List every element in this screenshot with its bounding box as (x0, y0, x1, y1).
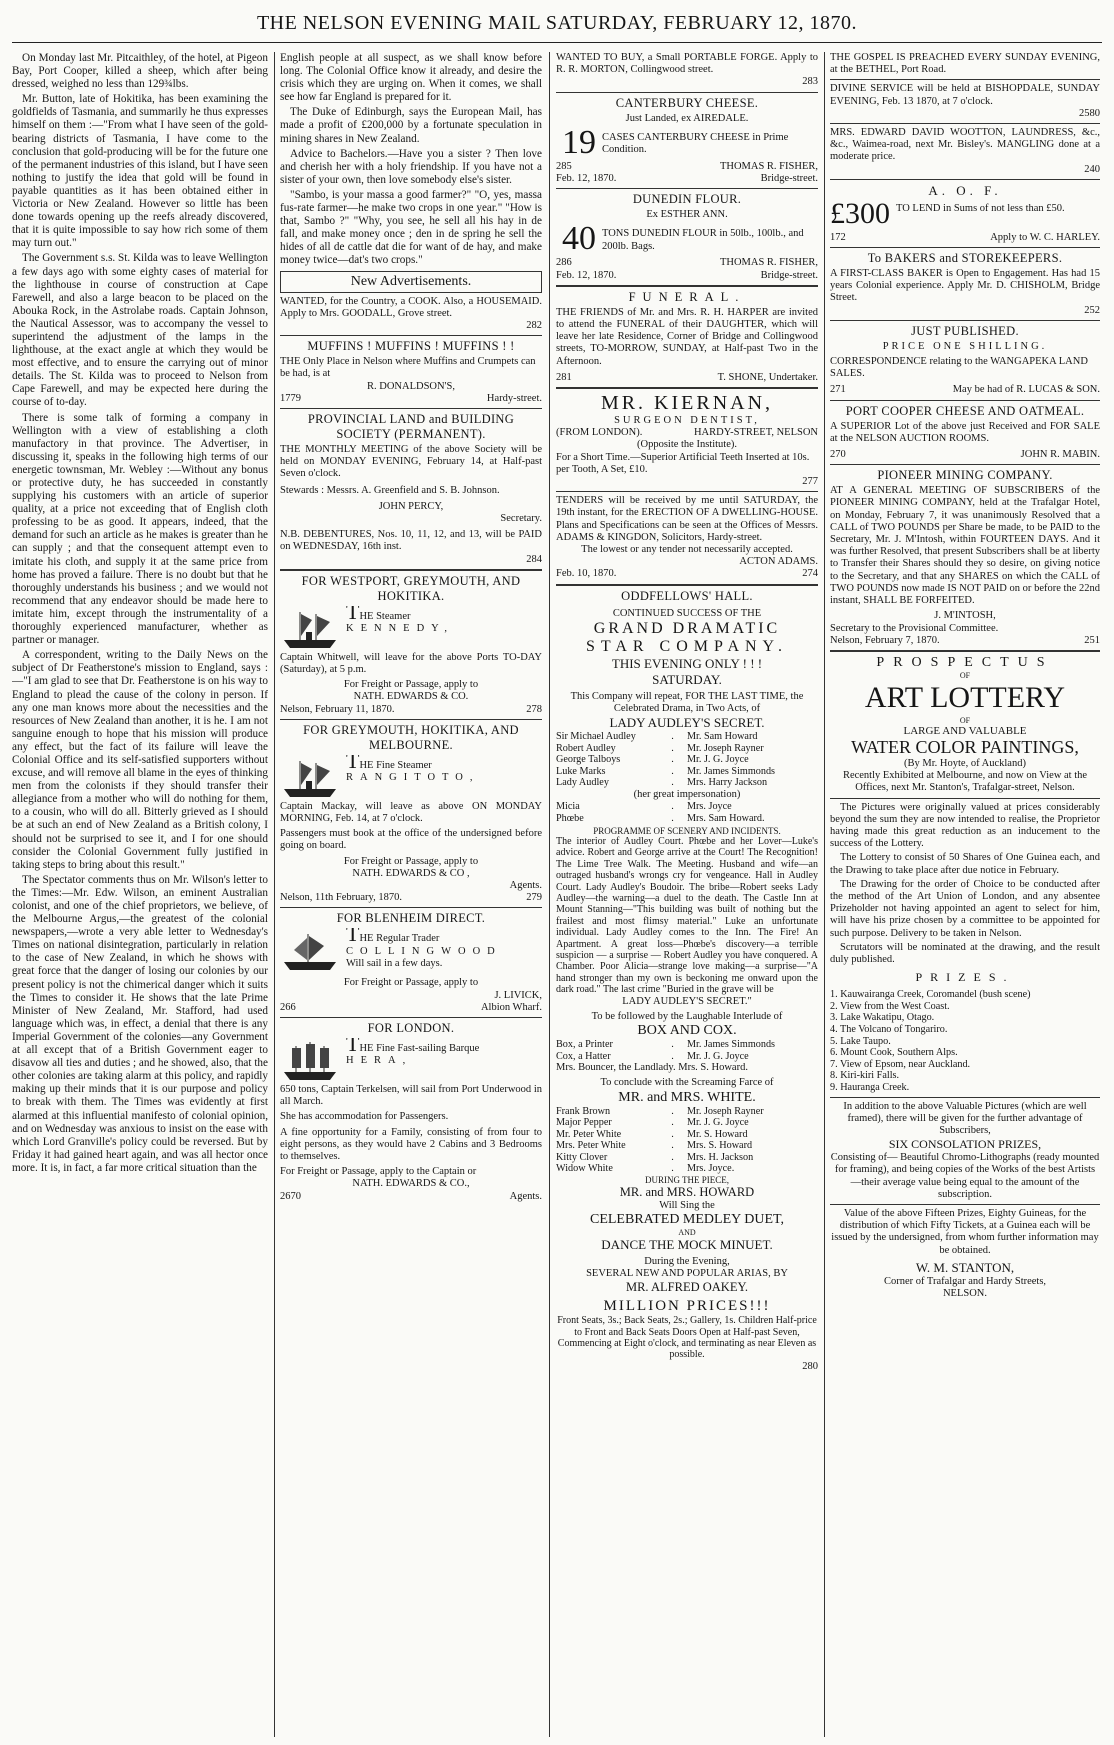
vessel-name: HERA, (346, 1055, 413, 1067)
cast-row (556, 1039, 818, 1051)
ad-text: Captain Mackay, will leave as above ON MONDAY MORNING, Feb. 14, at 7 o'clock. (280, 800, 542, 824)
ad-text: HE Fine Steamer (359, 759, 432, 771)
cast-row (556, 1152, 818, 1164)
ad-text: Consisting of— Beautiful Chromo-Lithographs (ready mounted for framing), and being copies of the Works of the best Artists—their average value being equal to the amount of the subscription. (830, 1152, 1100, 1200)
ship-icon (280, 608, 340, 652)
ad-text: Passengers must book at the office of the undersigned before going on board. (280, 828, 542, 852)
role-name: Phœbe (556, 812, 584, 824)
ad-number: 2670 (280, 1190, 301, 1202)
column-1 (12, 52, 268, 1737)
cast-list (556, 731, 818, 789)
ad-name: JOHN PERCY, (378, 500, 444, 512)
ad-role: Agents. (509, 1190, 542, 1202)
cast-row (556, 754, 818, 766)
ad-title: FOR BLENHEIM DIRECT. (336, 911, 486, 926)
ad-text: WANTED TO BUY, a Small PORTABLE FORGE. Apply to R. R. MORTON, Collingwood street. (556, 52, 818, 76)
cast-row (556, 801, 818, 813)
column-rule (274, 52, 275, 1737)
actor-name: Mr. Sam Howard (686, 731, 758, 743)
role-name: Frank Brown (556, 1105, 611, 1117)
ad-text: Scrutators will be nominated at the drawing, and the result duly published. (830, 941, 1100, 965)
cast-list (556, 801, 818, 824)
ad-text: For Freight or Passage, apply to the Captain or (280, 1166, 477, 1178)
cast-leader: . (671, 1151, 674, 1163)
publication-ad (830, 324, 1100, 397)
ad-number: 251 (1084, 634, 1100, 646)
cheese-ad (556, 96, 818, 186)
ad-heading: THIS EVENING ONLY ! ! ! (611, 655, 763, 671)
ad-number: 274 (802, 568, 818, 580)
drop-cap: T (346, 754, 360, 773)
ad-text: For Freight or Passage, apply to (343, 679, 479, 691)
ad-date: Nelson, 11th February, 1870. (280, 892, 402, 904)
ship-icon (280, 930, 340, 974)
ad-text: Ex ESTHER ANN. (646, 209, 728, 221)
ad-text: The Drawing for the order of Choice to be conducted after the method of the Art Union of London, and any absentee Prizeholder not having appointed an agent to select for him, will have his prize chosen by a committee to be appointed for such purpose. Delivery to be taken in Nelson. (830, 878, 1100, 939)
ad-text: 650 tons, Captain Terkelsen, will sail from Port Underwood in all March. (280, 1084, 542, 1108)
ad-title: FUNERAL. (628, 289, 746, 304)
cast-leader: . (671, 801, 674, 812)
news-item: A correspondent, writing to the Daily News on the subject of Dr Featherstone's mission to England, says :—"I am glad to see that Dr. Featherstone is on his way to England to plead the cause of the colony in person. If any one man knows more about the necessities and the resources of New Zealand than another, it is he. I am not sanguine enough to hope that his mission will produce any effect, but the fact of its failure will leave the Colonial Office and its self-satisfied supporters without excuse, and will remove all blame in the eyes of thinking men from the colonists if they should transfer their allegiance from a mother who will do nothing for them, to a cousin, who will do all. Bitterly grieved as I should be at such an end of New Zealand as a British colony, I should not be surprised to see it, and I for one should consider the Colonial Government fully justified in taking steps to bring about this result." (12, 649, 268, 871)
ad-text: DIVINE SERVICE will be held at BISHOPDALE, SUNDAY EVENING, Feb. 13 1870, at 7 o'clock. (830, 83, 1100, 107)
ad-text: The Lottery to consist of 50 Shares of One Guinea each, and the Drawing to take place after due notice in February. (830, 852, 1100, 876)
column-2 (280, 52, 542, 1737)
ad-heading: DANCE THE MOCK MINUET. (601, 1236, 773, 1252)
ad-date: Nelson, February 11, 1870. (280, 703, 395, 715)
ad-text: THE FRIENDS of Mr. and Mrs. R. H. HARPER are invited to attend the FUNERAL of their DAUGHTER, which will leave her late Residence, Corner of Bridge and Collingwood streets, TO-MORROW, SUNDAY, at Half-past Two in the Afternoon. (556, 306, 818, 367)
cast-list (556, 1106, 818, 1175)
actor-name: Mr. James Simmonds (686, 1039, 776, 1051)
ad-address: Bridge-street. (760, 269, 818, 281)
ad-text: Will sail in a few days. (346, 957, 443, 969)
flour-ad (556, 192, 818, 282)
actor-name: Mrs. Joyce. (686, 1163, 735, 1174)
westport-shipping-ad (280, 574, 542, 716)
gospel-notice (830, 52, 1100, 76)
prize-item: 7. View of Epsom, near Auckland. (830, 1058, 971, 1070)
ad-number: 280 (802, 1360, 818, 1372)
ad-text: CASES CANTERBURY CHEESE in Prime Condition. (602, 131, 789, 156)
vessel-name: COLLINGWOOD (346, 945, 502, 957)
ad-number: 2580 (1079, 107, 1100, 119)
actor-name: Mrs. H. Jackson (686, 1151, 754, 1163)
big-number: £300 (830, 198, 890, 229)
role-name: Major Pepper (556, 1117, 612, 1128)
london-shipping-ad (280, 1021, 542, 1203)
ad-title: PIONEER MINING COMPANY. (877, 468, 1053, 483)
ad-text: The lowest or any tender not necessarily accepted. (581, 544, 793, 556)
ad-text: In addition to the above Valuable Pictures (which are well framed), there will be given for the further advantage of Subscribers, (843, 1100, 1087, 1136)
drop-cap: T (346, 605, 360, 624)
ad-title: PROVINCIAL LAND and BUILDING SOCIETY (PERMANENT). (307, 411, 515, 441)
ad-text: TO LEND in Sums of not less than £50. (896, 202, 1065, 214)
ad-title: FOR WESTPORT, GREYMOUTH, AND HOKITIKA. (301, 573, 521, 603)
ad-text: Mrs. Bouncer, the Landlady. Mrs. S. Howard. (556, 1062, 748, 1074)
ad-heading: GRAND DRAMATIC (593, 619, 781, 637)
ad-text: A fine opportunity for a Family, consisting of from four to eight persons, as they would have 2 Cabins and 3 Bedrooms to themselves. (280, 1126, 542, 1163)
ad-text: OF (959, 670, 971, 680)
cast-row (556, 766, 818, 778)
ad-heading: CELEBRATED MEDLEY DUET, (589, 1211, 785, 1227)
ad-text: AT A GENERAL MEETING OF SUBSCRIBERS of the PIONEER MINING COMPANY, held at the Trafalgar Hotel, on Monday, February 7, it was unanimously Resolved that a CALL of TWO POUNDS per Share be made, to be PAID to the Secretary, Mr. J. M'Intosh, within FOURTEEN DAYS. And it was further Resolved, that present Subscribers shall be at liberty to Transfer their Shares should they so desire, on giving notice to the Secretary, and that any SHARES on which the CALL of TWO POUNDS now made IS NOT PAID on or before the 22nd instant, SHALL BE FORFEITED. (830, 485, 1100, 607)
ship-icon (280, 757, 340, 801)
cast-leader: . (671, 731, 674, 743)
ad-name: W. M. STANTON, (915, 1259, 1015, 1275)
blenheim-shipping-ad (280, 911, 542, 1014)
ship-icon (280, 1040, 340, 1084)
column-4 (830, 52, 1100, 1737)
ad-title: JUST PUBLISHED. (911, 323, 1019, 338)
ad-number: 240 (1084, 163, 1100, 175)
ad-title: PORT COOPER CHEESE AND OATMEAL. (845, 403, 1085, 418)
column-3 (556, 52, 818, 1737)
ad-text: A FIRST-CLASS BAKER is Open to Engagement. Has had 15 years Colonial experience. Apply Mr. D. CHISHOLM, Bridge Street. (830, 268, 1100, 304)
actor-name: Mrs. Joyce (686, 801, 732, 812)
ad-text: A SUPERIOR Lot of the above just Received and FOR SALE at the NELSON AUCTION ROOMS. (830, 420, 1100, 444)
ad-title: CANTERBURY CHEESE. (615, 95, 759, 110)
play-title: BOX AND COX. (637, 1023, 737, 1039)
ad-text: TENDERS will be received by me until SATURDAY, the 19th instant, for the ERECTION OF A DWELLING-HOUSE. Plans and Specifications can be seen at the Offices of Messrs. ADAMS & KINGDON, Solicitors, Hardy-street. (556, 495, 818, 543)
forge-ad (556, 52, 818, 89)
ad-subtitle: SURGEON DENTIST, (614, 415, 760, 427)
actor-name: Mr. Joseph Rayner (686, 1105, 764, 1117)
ad-heading: PRIZES. (915, 970, 1015, 985)
column-rule (824, 52, 825, 1737)
ad-text: TONS DUNEDIN FLOUR in 50lb., 100lb., and 200lb. Bags. (602, 228, 804, 252)
play-title: LADY AUDLEY'S SECRET. (609, 715, 765, 731)
ad-text: The interior of Audley Court. Phœbe and her Lover—Luke's advice. Robert and George arrive at the Court! The Recognition! The Lime Tree Walk. The Meeting. Husband and wife—an outraged husband's wrongs cry for vengeance. Hall in Audley Court. Lady Audley's Boudoir. The bribe—Robert seeks Lady Audley—the warning—a duel to the death. The Castle Inn at Mount Stanning—"This building was built of nothing but the frailest and most flimsy material." Luke an unfortunate individual. Lady Audley comes to the Inn. The Fire! An Apartment. A great loss—Phœbe's discovery—a terrible suspicion — a surprise — Robert Audley you have conquered. A Chamber. Poor Alicia—strange love making—a surprise—"A hand stronger than my own is beckoning me onward upon the dark road." The last crime "Buried in the grave will be (556, 836, 818, 996)
ad-text: Will Sing the (659, 1199, 715, 1211)
ad-text: For a Short Time.—Superior Artificial Teeth Inserted at 10s. per Tooth, A Set, £10. (556, 451, 810, 475)
cast-row (556, 731, 818, 743)
ad-text: The Pictures were originally valued at prices considerably beyond the sum they are now intended to realise, the Proprietor having made this great reduction as an inducement to the success of the Lottery. (830, 801, 1100, 850)
cast-leader: . (671, 812, 674, 824)
cast-leader: . (671, 1050, 674, 1062)
aof-loan-ad (830, 183, 1100, 244)
ad-number: 252 (1084, 304, 1100, 316)
dentist-ad (556, 392, 818, 488)
ad-text: For Freight or Passage, apply to (343, 977, 479, 989)
new-advertisements-header: New Advertisements. (280, 271, 542, 293)
actor-name: Mr. James Simmonds (686, 765, 776, 777)
ad-date: Nelson, February 7, 1870. (830, 634, 940, 646)
cast-row (556, 1163, 818, 1175)
ad-number: 282 (526, 319, 542, 331)
ad-role: Agents. (509, 879, 542, 891)
cast-row (556, 1106, 818, 1118)
vessel-name: KENNEDY, (346, 622, 455, 634)
actor-name: Mrs. Harry Jackson (686, 777, 768, 789)
ad-name: T. SHONE, Undertaker. (717, 371, 818, 383)
ad-text: SEVERAL NEW AND POPULAR ARIAS, BY (586, 1267, 788, 1279)
ad-heading: PROGRAMME OF SCENERY AND INCIDENTS. (593, 826, 781, 836)
news-item: There is some talk of forming a company in Wellington with a view of establishing a cloth manufactory in that province. The Advertiser, in discussing it, speaks in the following high terms of our energetic townsman, Mr. Webley :—Without any bonus or protective duty, he has succeeded in constantly supplying his customers with an article of superior quality, at a price not exceeding that of English cloth professing to be as good. It appears, indeed, that the demand for such an article as he makes is greater than he can supply ; and that the consequent attempt even to imitate his cloth, and supply it at the same price from home has proved a failure. There is no doubt but that he thoroughly understands his business ; and we would not recommend that any endeavor should be made here to imitate him, except through the instrumentality of a thoroughly experienced manufacturer, whether as partner or manager. (12, 411, 268, 647)
ad-name: Apply to W. C. HARLEY. (990, 231, 1100, 243)
ad-text: THE Only Place in Nelson where Muffins and Crumpets can be had, is at (280, 356, 536, 380)
cast-leader: . (671, 754, 674, 766)
ad-number: 279 (526, 892, 542, 904)
ad-number: 283 (802, 76, 818, 88)
prize-item: 6. Mount Cook, Southern Alps. (830, 1047, 958, 1059)
role-name: Sir Michael Audley (556, 731, 636, 743)
ad-text: Front Seats, 3s.; Back Seats, 2s.; Gallery, 1s. Children Half-price to Front and Back Seats Doors Open at Half-past Seven, Commencing at Eight o'clock, and terminating as near Eleven as possible. (557, 1315, 817, 1361)
ad-name: THOMAS R. FISHER, (719, 160, 818, 172)
cast-row (556, 1117, 818, 1129)
news-item: Advice to Bachelors.—Have you a sister ? Then love and cherish her with a holy friendship. If you have not a sister of your own, then love somebody else's sister. (280, 147, 542, 186)
ad-date: Feb. 10, 1870. (556, 568, 617, 580)
actor-name: Mr. J. G. Joyce (686, 754, 749, 766)
actor-name: Mrs. Sam Howard. (686, 812, 765, 824)
ad-text: HE Steamer (359, 610, 411, 622)
role-name: Lady Audley (556, 777, 609, 789)
ad-heading: ART LOTTERY (864, 680, 1066, 714)
ad-text: Stewards : Messrs. A. Greenfield and S. B. Johnson. (280, 484, 500, 496)
news-item: English people at all suspect, as we shall know before long. The Colonial Office know it already, and desire the crisis which they are urging on. When it comes, we shall see how far England is prepared for it. (280, 52, 542, 104)
role-name: Robert Audley (556, 742, 616, 754)
cast-leader: . (671, 1140, 674, 1151)
provincial-society-ad (280, 412, 542, 566)
ad-name: R. DONALDSON'S, (367, 380, 455, 392)
ad-heading: SIX CONSOLATION PRIZES, (888, 1137, 1042, 1152)
cast-leader: . (671, 1163, 674, 1174)
actor-name: Mr. J. G. Joyce (686, 1117, 749, 1128)
ad-title: ODDFELLOWS' HALL. (621, 588, 753, 603)
role-name: Cox, a Hatter (556, 1050, 611, 1062)
ad-address: Hardy-street. (486, 392, 542, 404)
art-lottery-prospectus (830, 655, 1100, 1300)
ad-text: N.B. DEBENTURES, Nos. 10, 11, 12, and 13, will be PAID on WEDNESDAY, 16th inst. (280, 529, 542, 553)
ad-name: ACTON ADAMS. (739, 556, 818, 568)
role-name: Box, a Printer (556, 1039, 613, 1051)
news-item: On Monday last Mr. Pitcaithley, of the hotel, at Pigeon Bay, Port Cooper, killed a sheep, which after being dressed, weighed no less than 129¾lbs. (12, 52, 268, 91)
funeral-notice (556, 290, 818, 384)
cast-leader: . (671, 1117, 674, 1128)
ad-text: PRICE ONE SHILLING. (882, 340, 1048, 352)
drop-cap: T (346, 928, 360, 947)
ad-text: Captain Whitwell, will leave for the above Ports TO-DAY (Saturday), at 5 p.m. (280, 651, 542, 675)
news-item: The Spectator comments thus on Mr. Wilson's letter to the Times:—Mr. Edw. Wilson, an eminent Australian colonist, and one of the chief proprietors, we believe, of the Melbourne Argus,—the greatest of the colonial newspapers,—wrote a very able letter to Wednesday's Times on national disintegration, particularly in relation to the case of New Zealand, in which he shows with great force that the danger of losing our colonies by our present policy is not the chimerical danger which it suits the Times to consider it. He shows that the late Prime Minister of New Zealand, Mr. Stafford, had used language which was, in effect, a denial that there is any Imperial Government of the colonies—any Government at all except that of a British Government eager to disavow all ties and duties ; and he showed, also, that the other colonies are taking alarm at this policy, and rapidly making up their minds that it is our purpose and policy to break with them. The Times was evidently at first alarmed at this influential manifesto of colonial opinion, and on Wednesday was anxious to insist on the ease with which Lord Granville's policy could be reversed. But by Friday it had gained heart again, and was all hector once more. It is, in fact, a far more critical situation than the (12, 873, 268, 1174)
ad-text: LADY AUDLEY'S SECRET." (622, 995, 752, 1007)
ad-heading: WATER COLOR PAINTINGS, (851, 736, 1079, 757)
ad-title: A. O. F. (928, 182, 1002, 198)
prize-item: 3. Lake Wakatipu, Otago. (830, 1012, 935, 1024)
ad-number: 284 (526, 553, 542, 565)
ad-number: 285 (556, 160, 572, 172)
divine-service-notice (830, 83, 1100, 120)
prize-item: 5. Lake Taupo. (830, 1035, 891, 1047)
ad-role: Secretary. (500, 512, 542, 524)
agent-name: J. LIVICK, (494, 989, 542, 1001)
cast-list (556, 1039, 818, 1062)
ad-text: This Company will repeat, FOR THE LAST TIME, the Celebrated Drama, in Two Acts, of (570, 690, 804, 715)
ad-number: 172 (830, 231, 846, 243)
ad-date: Feb. 12, 1870. (556, 173, 617, 185)
ad-address: Albion Wharf. (480, 1001, 542, 1013)
cast-leader: . (671, 777, 674, 789)
ad-number: 286 (556, 257, 572, 269)
ad-text: THE GOSPEL IS PREACHED EVERY SUNDAY EVENING, at the BETHEL, Port Road. (830, 52, 1100, 76)
ad-text: To conclude with the Screaming Farce of (600, 1077, 774, 1089)
ad-title: FOR GREYMOUTH, HOKITIKA, AND MELBOURNE. (303, 722, 519, 752)
cast-leader: . (671, 765, 674, 777)
ad-text: To be followed by the Laughable Interlude of (591, 1010, 783, 1022)
cast-row (556, 1140, 818, 1152)
role-name: Kitty Clover (556, 1151, 608, 1163)
ad-number: 270 (830, 449, 846, 461)
ad-title: MR. KIERNAN, (600, 392, 774, 415)
ad-name: JOHN R. MABIN. (1020, 449, 1100, 461)
actor-name: Mr. Joseph Rayner (686, 742, 764, 754)
cast-row (556, 1129, 818, 1141)
cook-ad (280, 296, 542, 333)
actor-name: Mr. J. G. Joyce (686, 1050, 749, 1062)
ad-text: Just Landed, ex AIREDALE. (625, 112, 749, 124)
ad-number: 1779 (280, 392, 301, 404)
bakers-ad (830, 251, 1100, 317)
ad-number: 266 (280, 1001, 296, 1013)
news-item: "Sambo, is your massa a good farmer?" "O, yes, massa fus-rate farmer—he make two crops in one year." "How is that, Sambo ?" "Why, you see, he sell all his hay in de fall, and make money once ; den in de spring he sell the hides of all de cattle dat die for want of de hay, and make money twice—dat's two crops." (280, 188, 542, 267)
ad-text: For Freight or Passage, apply to (343, 855, 479, 867)
cast-leader: . (671, 1105, 674, 1117)
ad-address: Corner of Trafalgar and Hardy Streets, (883, 1275, 1047, 1287)
ad-title: MUFFINS ! MUFFINS ! MUFFINS ! ! (307, 339, 515, 354)
ad-heading: LARGE AND VALUABLE (903, 724, 1027, 737)
play-title: MR. and MRS. WHITE. (618, 1089, 756, 1105)
ad-text: WANTED, for the Country, a COOK. Also, a HOUSEMAID. Apply to Mrs. GOODALL, Grove street. (280, 295, 542, 319)
ad-number: 278 (526, 703, 542, 715)
ad-heading: SATURDAY. (652, 671, 722, 687)
ad-number: 271 (830, 384, 846, 396)
ad-date: Feb. 12, 1870. (556, 269, 617, 281)
cast-row (556, 1051, 818, 1063)
ad-title: FOR LONDON. (367, 1021, 455, 1035)
cast-leader: . (671, 1039, 674, 1051)
role-name: Micia (556, 801, 580, 812)
ad-text: She has accommodation for Passengers. (280, 1111, 449, 1123)
ad-title: PROSPECTUS (876, 654, 1054, 670)
ad-text: OF (959, 715, 971, 725)
news-item: Mr. Button, late of Hokitika, has been examining the goldfields of Tasmania, and summarily he thus expresses himself on them :—"From what I have seen of the gold-bearing districts of Tasmania, I have come to the conclusion that gold-producing will be for the future one of the permanent industries of this island, but I have seen nothing to justify the idea that gold will be found in payable quantities as it has been obtained either in Victoria or New Zealand. However so little has been done towards opening up the reefs already discovered, that it is quite impossible to say how rich some of them may turn out." (12, 93, 268, 250)
prize-item: 8. Kiri-kiri Falls. (830, 1070, 900, 1082)
news-item: The Government s.s. St. Kilda was to leave Wellington a few days ago with some eighty cases of material for the lighthouse in course of construction at Cape Farewell, and also a large beacon to be placed on the Abouka Rock, in the Astrolabe roads. Captain Johnson, the Nautical Assessor, was to accompany the vessel to superintend the adjustment of the lamps in the lighthouse, at the exact angle at which they would be most effective, and to ensure the carrying out of minor details. The St. Kilda was to proceed to Nelson from Cape Farewell, and may be expected here during the course of to-day. (12, 252, 268, 409)
ad-address: NELSON. (942, 1287, 988, 1299)
big-number: 40 (562, 224, 596, 255)
actor-name: Mrs. S. Howard (686, 1140, 753, 1151)
ad-text: CONTINUED SUCCESS OF THE (612, 607, 762, 619)
cast-leader: . (671, 742, 674, 754)
vessel-name: RANGITOTO, (346, 771, 480, 783)
ad-heading: MR. and MRS. HOWARD (619, 1184, 755, 1199)
cast-leader: . (671, 1128, 674, 1140)
cast-row (556, 813, 818, 825)
oatmeal-ad (830, 404, 1100, 462)
ad-role: Secretary to the Provisional Committee. (830, 622, 999, 634)
ad-text: (FROM LONDON). (556, 427, 643, 439)
laundress-ad (830, 127, 1100, 176)
pioneer-mining-ad (830, 468, 1100, 647)
ad-text: THE MONTHLY MEETING of the above Society will be held on MONDAY EVENING, February 14, at Half-past Seven o'clock. (280, 443, 542, 480)
ad-heading: STAR COMPANY. (585, 637, 789, 655)
role-name: Mr. Peter White (556, 1128, 622, 1140)
ad-number: 281 (556, 371, 572, 383)
ad-text: Value of the above Fifteen Prizes, Eighty Guineas, for the distribution of which Fifty Tickets, at a Guinea each will be issued by the undersigned, from whom further information may be obtained. (831, 1207, 1099, 1256)
ad-text: Recently Exhibited at Melbourne, and now on View at the Offices, next Mr. Stanton's, Trafalgar-street, Nelson. (842, 770, 1088, 794)
role-name: Mrs. Peter White (556, 1140, 626, 1151)
ad-text: (her great impersonation) (633, 788, 741, 800)
prize-item: 9. Hauranga Creek. (830, 1081, 910, 1093)
agent-name: NATH. EDWARDS & CO. (353, 691, 469, 703)
ad-text: (Opposite the Institute). (636, 439, 738, 451)
role-name: Luke Marks (556, 765, 606, 777)
oddfellows-hall-ad (556, 589, 818, 1373)
ad-name: J. M'INTOSH, (934, 610, 996, 622)
cast-row (556, 743, 818, 755)
role-name: George Talboys (556, 754, 621, 766)
prize-item: 4. The Volcano of Tongariro. (830, 1023, 948, 1035)
masthead: THE NELSON EVENING MAIL SATURDAY, FEBRUARY 12, 1870. (12, 4, 1102, 43)
greymouth-shipping-ad (280, 723, 542, 905)
ad-heading: MR. ALFRED OAKEY. (625, 1280, 748, 1295)
ad-text: AND (678, 1227, 696, 1237)
ad-number: 277 (802, 476, 818, 488)
big-number: 19 (562, 127, 596, 158)
agent-name: NATH. EDWARDS & CO., (352, 1178, 470, 1190)
drop-cap: T (346, 1038, 360, 1056)
ad-title: To BAKERS and STOREKEEPERS. (867, 251, 1063, 266)
ad-text: HE Regular Trader (359, 933, 440, 945)
ad-heading: DURING THE PIECE, (644, 1174, 730, 1185)
ad-heading: MILLION PRICES!!! (603, 1298, 771, 1315)
column-rule (549, 52, 550, 1737)
prize-list (830, 989, 1100, 1093)
agent-name: NATH. EDWARDS & CO , (352, 867, 470, 879)
tenders-ad (556, 495, 818, 580)
cast-row (556, 777, 818, 789)
role-name: Widow White (556, 1163, 613, 1174)
ad-address: HARDY-STREET, NELSON (693, 427, 818, 439)
ad-text: During the Evening, (644, 1255, 730, 1267)
news-item: The Duke of Edinburgh, says the European Mail, has made a profit of £200,000 by a fortunate speculation in mining shares in New Zealand. (280, 106, 542, 145)
ad-text: (By Mr. Hoyte, of Auckland) (904, 757, 1026, 769)
actor-name: Mr. S. Howard (686, 1128, 748, 1140)
prize-item: 2. View from the West Coast. (830, 1000, 950, 1012)
ad-text: CORRESPONDENCE relating to the WANGAPEKA LAND SALES. (830, 356, 1088, 380)
ad-title: DUNEDIN FLOUR. (632, 192, 742, 207)
ad-text: HE Fine Fast-sailing Barque (359, 1043, 480, 1054)
ad-text: May be had of R. LUCAS & SON. (952, 384, 1100, 396)
prize-item: 1. Kauwairanga Creek, Coromandel (bush scene) (830, 989, 1031, 1001)
muffins-ad (280, 339, 542, 405)
ad-name: THOMAS R. FISHER, (719, 257, 818, 269)
ad-text: MRS. EDWARD DAVID WOOTTON, LAUNDRESS, &c., &c., Waimea-road, next Mr. Bisley's. MANGLING done at a moderate price. (830, 127, 1100, 163)
ad-address: Bridge-street. (760, 173, 818, 185)
